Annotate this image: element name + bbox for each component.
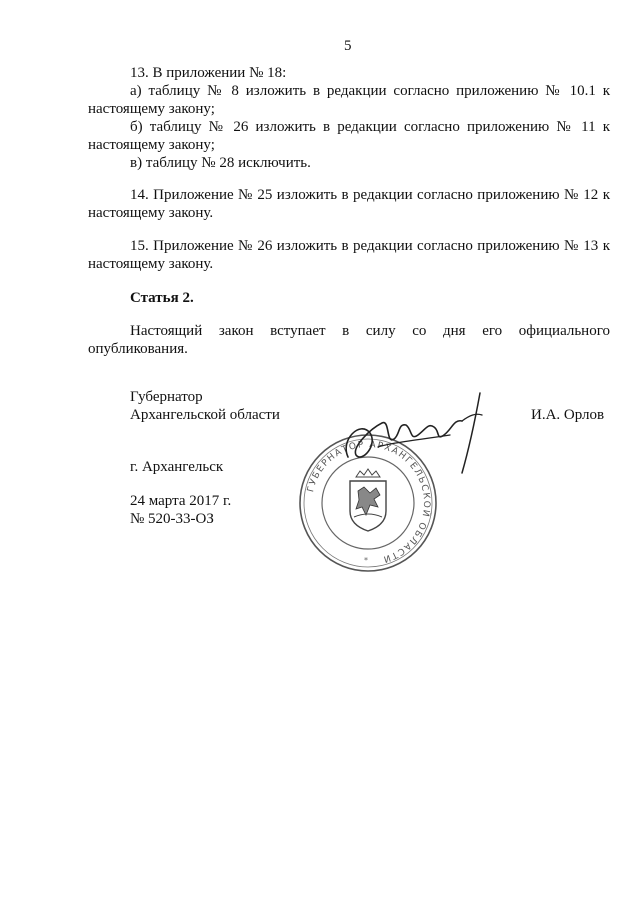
signatory-name: И.А. Орлов	[531, 407, 605, 423]
law-number: № 520-33-ОЗ	[130, 511, 214, 527]
page-number: 5	[344, 38, 352, 54]
article-2-line2: опубликования.	[88, 341, 188, 357]
date: 24 марта 2017 г.	[130, 493, 232, 509]
item-13-heading: 13. В приложении № 18:	[130, 65, 287, 81]
item-14-line2: настоящему закону.	[88, 205, 214, 221]
handwritten-signature	[330, 385, 510, 480]
seal-ring-text: ГУБЕРНАТОР АРХАНГЕЛЬСКОЙ ОБЛАСТИ	[306, 439, 432, 565]
article-2-heading: Статья 2.	[130, 290, 194, 306]
item-15-line2: настоящему закону.	[88, 256, 214, 272]
city: г. Архангельск	[130, 459, 224, 475]
signatory-title-line1: Губернатор	[130, 389, 203, 405]
svg-text:*: *	[364, 556, 368, 565]
item-13b-line2: настоящему закону;	[88, 137, 215, 153]
item-15-line1: 15. Приложение № 26 изложить в редакции согласно приложению № 13 к	[130, 238, 610, 254]
item-14-line1: 14. Приложение № 25 изложить в редакции согласно приложению № 12 к	[130, 187, 610, 203]
item-13a-line1: а) таблицу № 8 изложить в редакции согласно приложению № 10.1 к	[130, 83, 610, 99]
article-2-line1: Настоящий закон вступает в силу со дня его официального	[130, 323, 610, 339]
item-13c: в) таблицу № 28 исключить.	[130, 155, 311, 171]
item-13a-line2: настоящему закону;	[88, 101, 215, 117]
signatory-title-line2: Архангельской области	[130, 407, 280, 423]
item-13b-line1: б) таблицу № 26 изложить в редакции согласно приложению № 11 к	[130, 119, 610, 135]
